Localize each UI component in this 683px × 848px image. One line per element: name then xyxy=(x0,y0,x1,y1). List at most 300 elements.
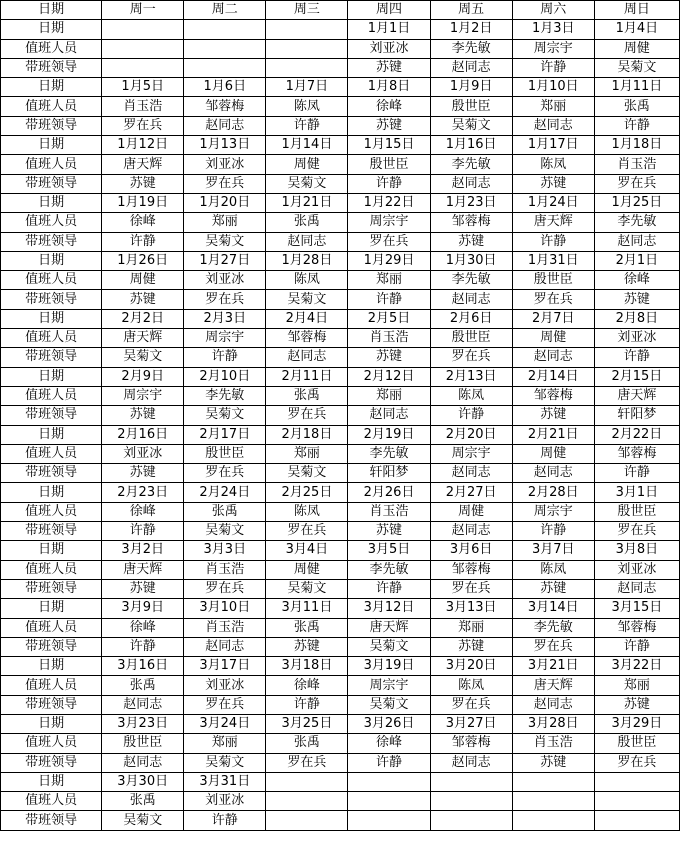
leader-cell: 吴菊文 xyxy=(184,232,266,251)
leader-cell: 罗在兵 xyxy=(512,637,594,656)
leader-cell: 赵同志 xyxy=(512,464,594,483)
date-row-label: 日期 xyxy=(1,772,102,791)
date-cell: 3月1日 xyxy=(594,483,679,502)
date-cell xyxy=(184,20,266,39)
staff-cell: 肖玉浩 xyxy=(512,734,594,753)
leader-cell: 苏键 xyxy=(348,116,430,135)
date-cell xyxy=(348,772,430,791)
leader-cell: 赵同志 xyxy=(348,406,430,425)
date-cell: 1月31日 xyxy=(512,251,594,270)
staff-row-label: 值班人员 xyxy=(1,502,102,521)
date-cell: 2月25日 xyxy=(266,483,348,502)
staff-cell: 肖玉浩 xyxy=(102,97,184,116)
staff-cell: 邹蓉梅 xyxy=(430,560,512,579)
leader-cell: 罗在兵 xyxy=(266,522,348,541)
leader-cell: 许静 xyxy=(512,232,594,251)
staff-row xyxy=(1,792,680,811)
date-cell xyxy=(266,772,348,791)
date-cell: 1月20日 xyxy=(184,193,266,212)
date-cell: 1月25日 xyxy=(594,193,679,212)
staff-cell: 唐天辉 xyxy=(512,213,594,232)
leader-cell: 罗在兵 xyxy=(184,464,266,483)
date-cell: 3月14日 xyxy=(512,599,594,618)
staff-row xyxy=(1,502,680,521)
leader-row xyxy=(1,406,680,425)
leader-row-label: 带班领导 xyxy=(1,695,102,714)
staff-row-label: 值班人员 xyxy=(1,618,102,637)
date-cell xyxy=(102,20,184,39)
date-cell: 2月23日 xyxy=(102,483,184,502)
leader-cell: 罗在兵 xyxy=(512,290,594,309)
date-cell: 1月6日 xyxy=(184,78,266,97)
leader-cell: 许静 xyxy=(594,116,679,135)
date-cell: 1月1日 xyxy=(348,20,430,39)
date-cell: 3月6日 xyxy=(430,541,512,560)
staff-row-label: 值班人员 xyxy=(1,386,102,405)
leader-cell xyxy=(348,811,430,830)
leader-cell: 罗在兵 xyxy=(594,753,679,772)
date-cell: 3月7日 xyxy=(512,541,594,560)
date-row xyxy=(1,714,680,733)
staff-cell: 刘亚冰 xyxy=(102,444,184,463)
staff-cell: 邹蓉梅 xyxy=(512,386,594,405)
date-row-label: 日期 xyxy=(1,136,102,155)
staff-cell: 徐峰 xyxy=(348,734,430,753)
staff-row xyxy=(1,213,680,232)
leader-row xyxy=(1,579,680,598)
date-cell: 2月16日 xyxy=(102,425,184,444)
staff-cell: 郑丽 xyxy=(184,734,266,753)
leader-row xyxy=(1,116,680,135)
date-cell: 3月4日 xyxy=(266,541,348,560)
staff-cell: 张禹 xyxy=(594,97,679,116)
leader-cell: 苏键 xyxy=(102,406,184,425)
leader-row xyxy=(1,174,680,193)
leader-cell: 苏键 xyxy=(102,464,184,483)
staff-cell: 徐峰 xyxy=(594,271,679,290)
leader-cell xyxy=(594,811,679,830)
staff-cell: 张禹 xyxy=(266,213,348,232)
date-cell: 1月13日 xyxy=(184,136,266,155)
date-cell: 1月16日 xyxy=(430,136,512,155)
staff-cell xyxy=(266,792,348,811)
date-cell: 2月17日 xyxy=(184,425,266,444)
date-cell: 1月11日 xyxy=(594,78,679,97)
leader-cell: 吴菊文 xyxy=(348,637,430,656)
leader-cell: 苏键 xyxy=(102,174,184,193)
leader-cell: 许静 xyxy=(348,579,430,598)
date-cell: 2月18日 xyxy=(266,425,348,444)
leader-cell: 赵同志 xyxy=(430,174,512,193)
date-cell: 1月18日 xyxy=(594,136,679,155)
date-cell: 3月10日 xyxy=(184,599,266,618)
leader-cell: 赵同志 xyxy=(102,753,184,772)
leader-cell xyxy=(266,58,348,77)
staff-cell: 肖玉浩 xyxy=(184,560,266,579)
leader-cell: 许静 xyxy=(102,637,184,656)
staff-row-label: 值班人员 xyxy=(1,560,102,579)
staff-cell: 陈凤 xyxy=(266,502,348,521)
date-row-label: 日期 xyxy=(1,367,102,386)
date-cell: 1月2日 xyxy=(430,20,512,39)
staff-cell: 殷世臣 xyxy=(512,271,594,290)
date-cell: 3月12日 xyxy=(348,599,430,618)
leader-cell: 吴菊文 xyxy=(266,579,348,598)
leader-cell: 罗在兵 xyxy=(348,232,430,251)
leader-row xyxy=(1,637,680,656)
staff-cell: 刘亚冰 xyxy=(594,560,679,579)
leader-cell: 吴菊文 xyxy=(348,695,430,714)
staff-cell: 陈凤 xyxy=(266,271,348,290)
staff-row xyxy=(1,560,680,579)
leader-cell: 许静 xyxy=(102,232,184,251)
leader-cell: 苏键 xyxy=(430,637,512,656)
staff-cell: 刘亚冰 xyxy=(184,792,266,811)
leader-row-label: 带班领导 xyxy=(1,811,102,830)
date-row xyxy=(1,425,680,444)
date-cell: 3月26日 xyxy=(348,714,430,733)
header-row xyxy=(1,1,680,20)
leader-row-label: 带班领导 xyxy=(1,348,102,367)
staff-cell: 刘亚冰 xyxy=(594,329,679,348)
leader-cell xyxy=(430,811,512,830)
leader-cell xyxy=(184,58,266,77)
staff-row xyxy=(1,155,680,174)
staff-cell: 肖玉浩 xyxy=(184,618,266,637)
staff-cell: 周宗宇 xyxy=(102,386,184,405)
date-cell: 2月10日 xyxy=(184,367,266,386)
leader-cell: 罗在兵 xyxy=(594,522,679,541)
staff-row-label: 值班人员 xyxy=(1,155,102,174)
leader-cell: 赵同志 xyxy=(266,348,348,367)
staff-cell: 陈凤 xyxy=(512,155,594,174)
staff-cell: 李先敏 xyxy=(512,618,594,637)
leader-cell: 赵同志 xyxy=(512,348,594,367)
staff-cell: 邹蓉梅 xyxy=(184,97,266,116)
leader-cell: 赵同志 xyxy=(512,695,594,714)
leader-cell: 赵同志 xyxy=(184,116,266,135)
roster-body xyxy=(1,1,680,831)
leader-cell xyxy=(266,811,348,830)
date-cell: 1月23日 xyxy=(430,193,512,212)
leader-cell: 罗在兵 xyxy=(184,290,266,309)
leader-cell: 吴菊文 xyxy=(102,348,184,367)
date-cell: 3月23日 xyxy=(102,714,184,733)
leader-cell: 许静 xyxy=(348,290,430,309)
staff-cell: 唐天辉 xyxy=(102,560,184,579)
staff-cell: 肖玉浩 xyxy=(594,155,679,174)
header-day-mon: 周一 xyxy=(102,1,184,20)
leader-cell: 罗在兵 xyxy=(430,348,512,367)
date-cell: 2月6日 xyxy=(430,309,512,328)
date-cell: 1月12日 xyxy=(102,136,184,155)
date-cell: 3月28日 xyxy=(512,714,594,733)
leader-cell: 苏键 xyxy=(348,522,430,541)
staff-row xyxy=(1,618,680,637)
date-cell: 2月2日 xyxy=(102,309,184,328)
leader-cell: 赵同志 xyxy=(184,637,266,656)
date-row-label: 日期 xyxy=(1,193,102,212)
leader-cell: 吴菊文 xyxy=(184,753,266,772)
date-cell: 2月24日 xyxy=(184,483,266,502)
staff-cell: 李先敏 xyxy=(184,386,266,405)
leader-cell: 轩阳梦 xyxy=(348,464,430,483)
staff-cell: 周健 xyxy=(430,502,512,521)
date-cell: 2月26日 xyxy=(348,483,430,502)
staff-row xyxy=(1,329,680,348)
header-day-fri: 周五 xyxy=(430,1,512,20)
staff-cell: 郑丽 xyxy=(348,386,430,405)
leader-row-label: 带班领导 xyxy=(1,637,102,656)
leader-cell: 罗在兵 xyxy=(184,174,266,193)
date-cell: 2月19日 xyxy=(348,425,430,444)
staff-row-label: 值班人员 xyxy=(1,213,102,232)
staff-cell: 张禹 xyxy=(102,792,184,811)
date-cell: 1月26日 xyxy=(102,251,184,270)
leader-cell: 许静 xyxy=(512,522,594,541)
staff-cell: 徐峰 xyxy=(102,213,184,232)
leader-cell: 苏键 xyxy=(512,174,594,193)
leader-cell: 吴菊文 xyxy=(102,811,184,830)
header-day-thu: 周四 xyxy=(348,1,430,20)
leader-cell: 苏键 xyxy=(266,637,348,656)
date-cell: 3月16日 xyxy=(102,657,184,676)
date-row xyxy=(1,367,680,386)
date-cell xyxy=(512,772,594,791)
staff-cell: 殷世臣 xyxy=(594,734,679,753)
date-cell: 2月28日 xyxy=(512,483,594,502)
leader-row-label: 带班领导 xyxy=(1,406,102,425)
date-cell: 2月15日 xyxy=(594,367,679,386)
leader-cell: 许静 xyxy=(594,464,679,483)
date-cell: 3月19日 xyxy=(348,657,430,676)
header-day-sat: 周六 xyxy=(512,1,594,20)
date-cell: 1月29日 xyxy=(348,251,430,270)
leader-cell: 吴菊文 xyxy=(266,174,348,193)
staff-row xyxy=(1,444,680,463)
staff-cell: 李先敏 xyxy=(348,560,430,579)
date-cell: 3月17日 xyxy=(184,657,266,676)
staff-cell: 李先敏 xyxy=(594,213,679,232)
date-cell: 3月8日 xyxy=(594,541,679,560)
leader-cell: 罗在兵 xyxy=(266,406,348,425)
date-row xyxy=(1,483,680,502)
date-row xyxy=(1,193,680,212)
leader-cell: 吴菊文 xyxy=(184,522,266,541)
leader-row xyxy=(1,522,680,541)
staff-cell: 殷世臣 xyxy=(348,155,430,174)
staff-cell: 周宗宇 xyxy=(512,39,594,58)
date-row xyxy=(1,309,680,328)
staff-row xyxy=(1,97,680,116)
staff-cell: 郑丽 xyxy=(512,97,594,116)
date-row xyxy=(1,251,680,270)
leader-cell: 赵同志 xyxy=(430,58,512,77)
date-cell: 1月5日 xyxy=(102,78,184,97)
staff-row-label: 值班人员 xyxy=(1,676,102,695)
date-cell: 2月12日 xyxy=(348,367,430,386)
date-cell: 3月18日 xyxy=(266,657,348,676)
date-cell: 2月27日 xyxy=(430,483,512,502)
date-cell: 3月5日 xyxy=(348,541,430,560)
staff-cell: 唐天辉 xyxy=(348,618,430,637)
date-cell: 1月22日 xyxy=(348,193,430,212)
header-row-label: 日期 xyxy=(1,1,102,20)
leader-row-label: 带班领导 xyxy=(1,58,102,77)
date-cell: 3月2日 xyxy=(102,541,184,560)
leader-cell: 赵同志 xyxy=(430,522,512,541)
date-cell: 2月1日 xyxy=(594,251,679,270)
leader-row xyxy=(1,348,680,367)
date-cell: 3月15日 xyxy=(594,599,679,618)
staff-cell xyxy=(594,792,679,811)
staff-cell xyxy=(102,39,184,58)
staff-cell: 周健 xyxy=(266,560,348,579)
staff-cell: 张禹 xyxy=(266,386,348,405)
leader-cell: 许静 xyxy=(102,522,184,541)
staff-cell: 周宗宇 xyxy=(430,444,512,463)
staff-cell: 殷世臣 xyxy=(594,502,679,521)
leader-cell: 许静 xyxy=(266,116,348,135)
staff-cell: 邹蓉梅 xyxy=(594,444,679,463)
leader-row xyxy=(1,58,680,77)
staff-cell: 周宗宇 xyxy=(512,502,594,521)
date-cell: 2月9日 xyxy=(102,367,184,386)
staff-cell: 唐天辉 xyxy=(102,155,184,174)
staff-row xyxy=(1,676,680,695)
staff-row xyxy=(1,39,680,58)
staff-cell: 刘亚冰 xyxy=(184,271,266,290)
leader-cell: 罗在兵 xyxy=(430,695,512,714)
date-row xyxy=(1,78,680,97)
date-row-label: 日期 xyxy=(1,541,102,560)
date-cell: 3月21日 xyxy=(512,657,594,676)
staff-cell: 陈凤 xyxy=(430,676,512,695)
leader-cell: 罗在兵 xyxy=(184,695,266,714)
date-row-label: 日期 xyxy=(1,425,102,444)
date-cell: 2月3日 xyxy=(184,309,266,328)
date-cell: 1月3日 xyxy=(512,20,594,39)
leader-cell: 苏键 xyxy=(102,290,184,309)
staff-cell: 殷世臣 xyxy=(102,734,184,753)
staff-cell xyxy=(430,792,512,811)
date-cell: 1月27日 xyxy=(184,251,266,270)
date-row-label: 日期 xyxy=(1,657,102,676)
staff-cell: 殷世臣 xyxy=(430,97,512,116)
staff-cell: 殷世臣 xyxy=(184,444,266,463)
date-cell: 3月31日 xyxy=(184,772,266,791)
staff-cell: 唐天辉 xyxy=(594,386,679,405)
date-row-label: 日期 xyxy=(1,309,102,328)
staff-cell: 郑丽 xyxy=(594,676,679,695)
leader-row-label: 带班领导 xyxy=(1,174,102,193)
date-row-label: 日期 xyxy=(1,599,102,618)
staff-cell: 刘亚冰 xyxy=(184,155,266,174)
date-cell: 2月14日 xyxy=(512,367,594,386)
leader-cell: 罗在兵 xyxy=(266,753,348,772)
staff-cell: 陈凤 xyxy=(430,386,512,405)
header-day-tue: 周二 xyxy=(184,1,266,20)
staff-cell: 张禹 xyxy=(266,734,348,753)
date-cell: 3月29日 xyxy=(594,714,679,733)
date-cell: 3月9日 xyxy=(102,599,184,618)
staff-cell: 邹蓉梅 xyxy=(266,329,348,348)
leader-row-label: 带班领导 xyxy=(1,753,102,772)
leader-cell: 赵同志 xyxy=(430,753,512,772)
date-cell xyxy=(266,20,348,39)
date-row xyxy=(1,657,680,676)
date-cell: 1月28日 xyxy=(266,251,348,270)
date-cell: 2月20日 xyxy=(430,425,512,444)
date-cell: 2月8日 xyxy=(594,309,679,328)
date-cell: 1月30日 xyxy=(430,251,512,270)
leader-cell: 苏键 xyxy=(512,753,594,772)
date-row xyxy=(1,20,680,39)
date-row-label: 日期 xyxy=(1,714,102,733)
leader-cell: 苏键 xyxy=(430,232,512,251)
leader-cell: 罗在兵 xyxy=(102,116,184,135)
staff-row xyxy=(1,734,680,753)
leader-row xyxy=(1,811,680,830)
leader-cell: 许静 xyxy=(594,637,679,656)
date-cell: 1月24日 xyxy=(512,193,594,212)
staff-cell: 郑丽 xyxy=(266,444,348,463)
date-row xyxy=(1,541,680,560)
staff-cell: 徐峰 xyxy=(348,97,430,116)
date-cell: 1月15日 xyxy=(348,136,430,155)
leader-cell: 许静 xyxy=(512,58,594,77)
leader-cell xyxy=(102,58,184,77)
date-row xyxy=(1,772,680,791)
staff-row-label: 值班人员 xyxy=(1,734,102,753)
leader-cell: 罗在兵 xyxy=(430,579,512,598)
staff-row xyxy=(1,386,680,405)
date-row-label: 日期 xyxy=(1,78,102,97)
leader-cell: 许静 xyxy=(184,811,266,830)
date-cell: 2月22日 xyxy=(594,425,679,444)
leader-cell: 吴菊文 xyxy=(266,290,348,309)
staff-row xyxy=(1,271,680,290)
date-cell: 3月27日 xyxy=(430,714,512,733)
staff-cell: 周健 xyxy=(512,329,594,348)
date-row xyxy=(1,599,680,618)
staff-cell: 周健 xyxy=(512,444,594,463)
date-cell: 1月10日 xyxy=(512,78,594,97)
date-cell: 3月11日 xyxy=(266,599,348,618)
leader-row-label: 带班领导 xyxy=(1,116,102,135)
date-row-label: 日期 xyxy=(1,251,102,270)
staff-cell: 唐天辉 xyxy=(102,329,184,348)
staff-cell: 陈凤 xyxy=(512,560,594,579)
staff-cell xyxy=(348,792,430,811)
leader-cell: 苏键 xyxy=(594,290,679,309)
date-cell: 2月4日 xyxy=(266,309,348,328)
header-day-wed: 周三 xyxy=(266,1,348,20)
staff-cell: 李先敏 xyxy=(430,155,512,174)
staff-cell: 邹蓉梅 xyxy=(430,213,512,232)
staff-cell: 郑丽 xyxy=(184,213,266,232)
leader-cell: 罗在兵 xyxy=(184,579,266,598)
leader-cell xyxy=(512,811,594,830)
leader-cell: 苏键 xyxy=(102,579,184,598)
leader-cell: 吴菊文 xyxy=(266,464,348,483)
date-cell: 2月13日 xyxy=(430,367,512,386)
staff-cell: 郑丽 xyxy=(430,618,512,637)
date-cell: 1月7日 xyxy=(266,78,348,97)
staff-cell: 刘亚冰 xyxy=(184,676,266,695)
staff-cell xyxy=(266,39,348,58)
date-cell xyxy=(430,772,512,791)
